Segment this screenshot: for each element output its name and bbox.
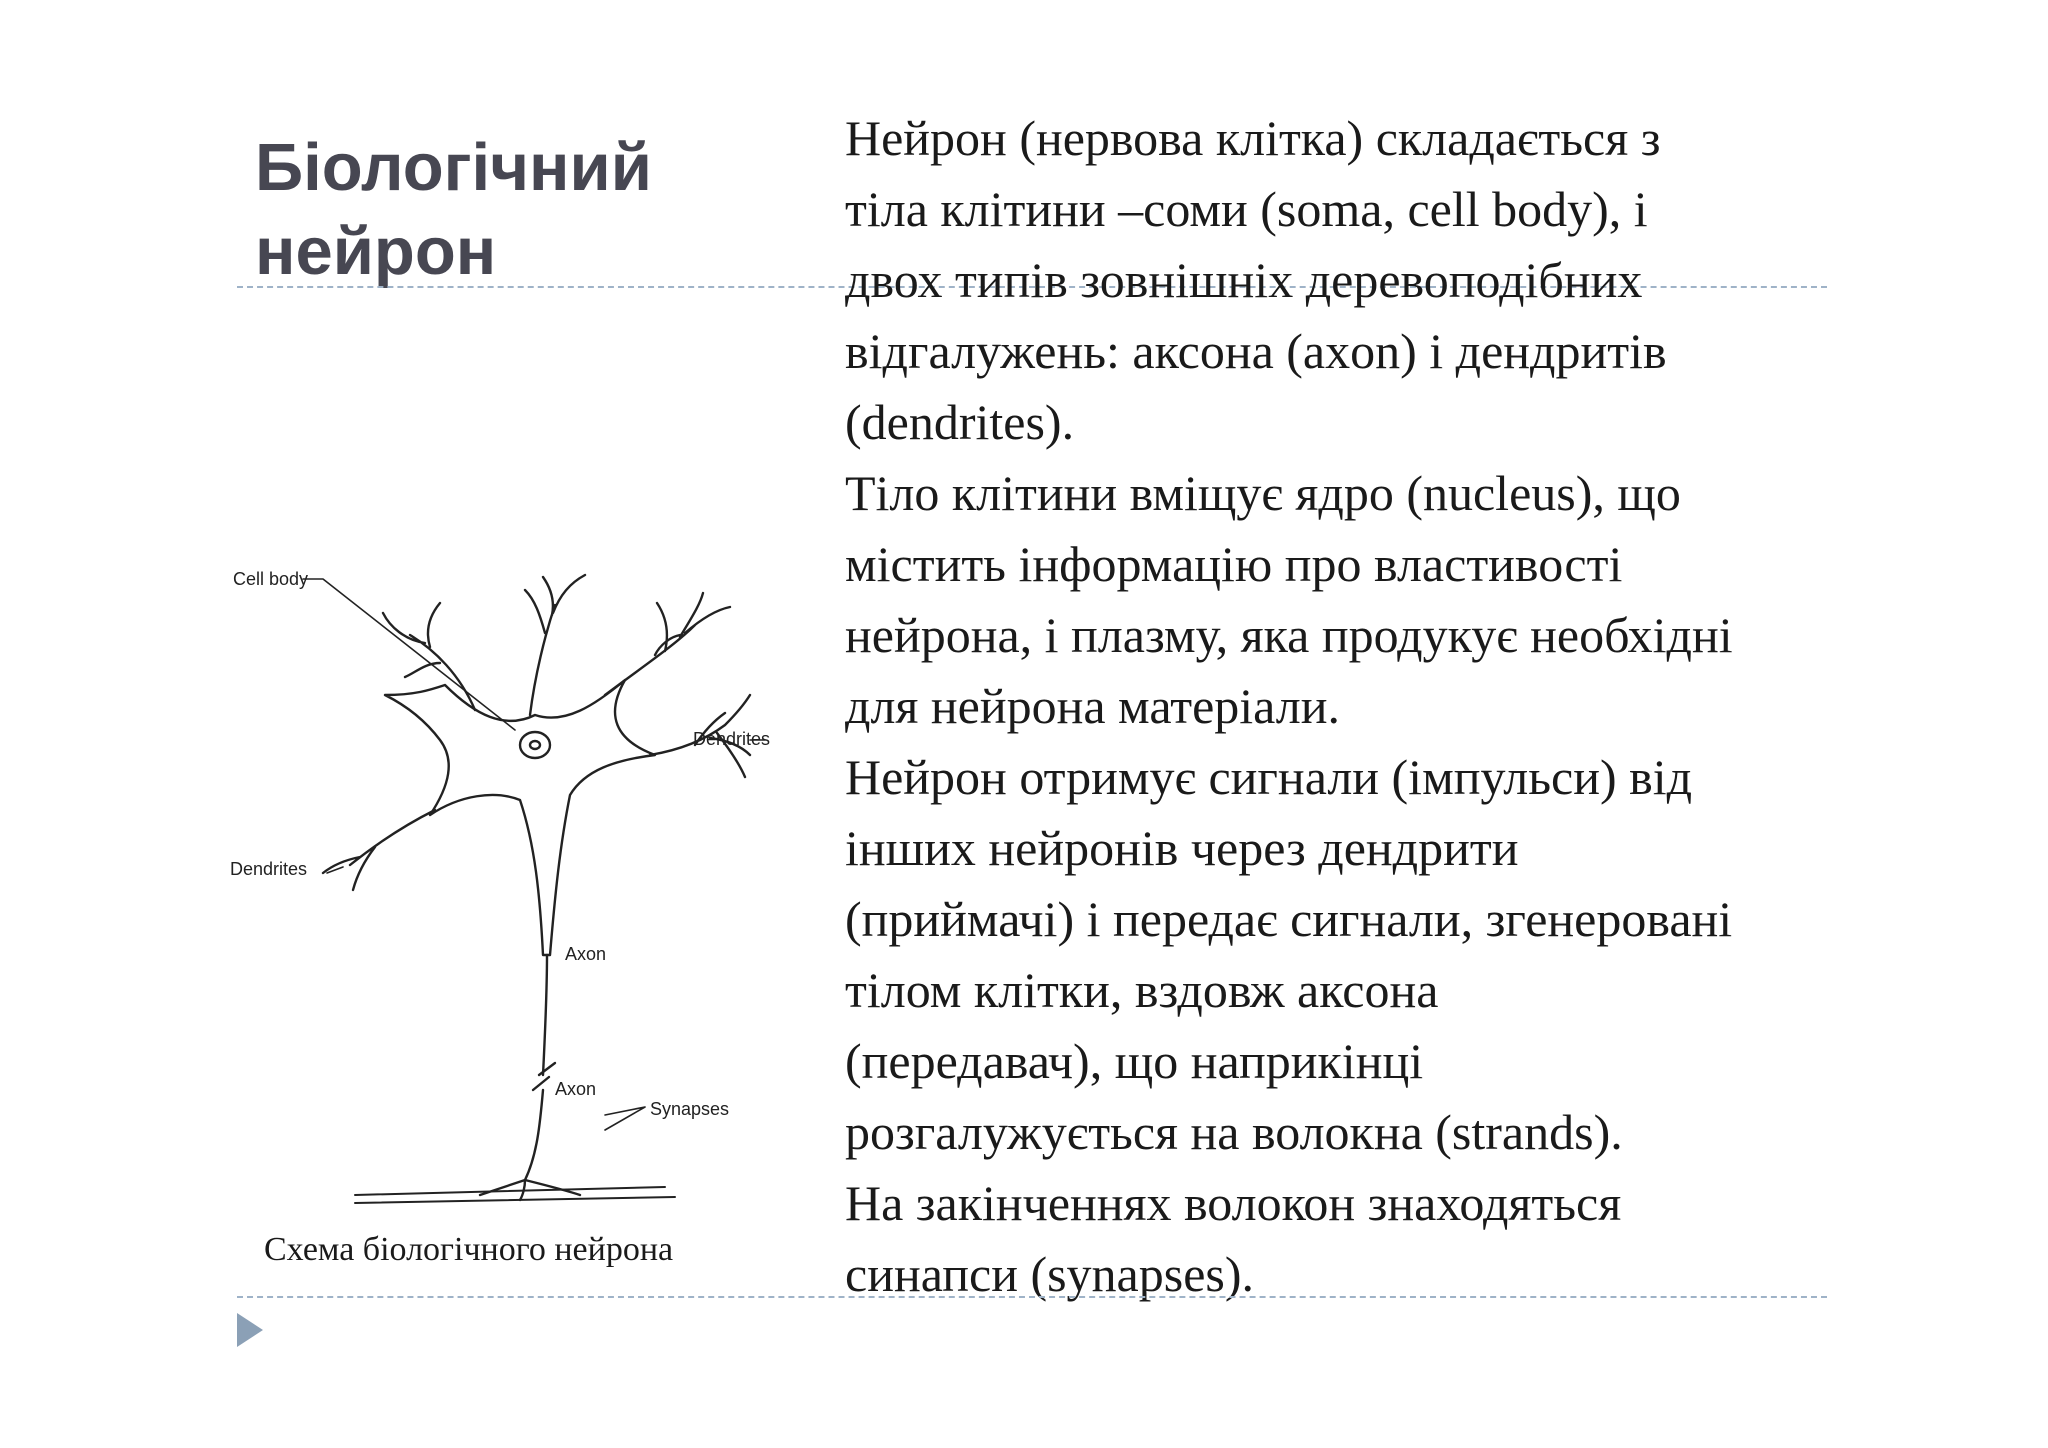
body-text (845, 103, 1905, 1310)
body-line: містить інформацію про властивості (845, 536, 1623, 592)
label-axon-lower: Axon (555, 1079, 597, 1099)
label-axon-upper: Axon (565, 944, 607, 964)
label-dendrites-right: Dendrites (692, 729, 770, 749)
neuron-diagram (225, 555, 825, 1205)
body-line: відгалужень: аксона (axon) і дендритів (845, 323, 1667, 379)
body-line: На закінченнях волокон знаходяться (845, 1175, 1622, 1231)
soma-outline (385, 680, 655, 955)
body-line: Тіло клітини вміщує ядро (nucleus), що (845, 465, 1681, 521)
body-line: нейрона, і плазму, яка продукує необхідні (845, 607, 1733, 663)
title-line-1: Біологічний (255, 130, 652, 205)
body-line: тіла клітини –соми (soma, cell body), і (845, 181, 1648, 237)
label-cell-body: Cell body (233, 569, 309, 589)
body-line: Нейрон отримує сигнали (імпульси) від (845, 749, 1693, 805)
label-dendrites-left: Dendrites (230, 859, 308, 879)
body-line: розгалужується на волокна (strands). (845, 1104, 1623, 1160)
slide-title (255, 126, 815, 294)
body-line: для нейрона матеріали. (845, 678, 1341, 734)
body-line: двох типів зовнішніх деревоподібних (845, 252, 1643, 308)
body-line: інших нейронів через дендрити (845, 820, 1519, 876)
body-line: тілом клітки, вздовж аксона (845, 962, 1439, 1018)
body-line: (приймачі) і передає сигнали, згенеровані (845, 891, 1733, 947)
body-line: Нейрон (нервова клітка) складається з (845, 110, 1661, 166)
bottom-divider (237, 1296, 1827, 1298)
body-line: синапси (synapses). (845, 1246, 1255, 1302)
body-line: (dendrites). (845, 394, 1075, 450)
nucleus (520, 732, 550, 758)
title-line-2: нейрон (255, 214, 497, 289)
label-synapses: Synapses (650, 1099, 730, 1119)
figure-caption: Схема біологічного нейрона (264, 1231, 674, 1268)
next-slide-arrow-icon[interactable] (237, 1313, 263, 1347)
body-line: (передавач), що наприкінці (845, 1033, 1424, 1089)
